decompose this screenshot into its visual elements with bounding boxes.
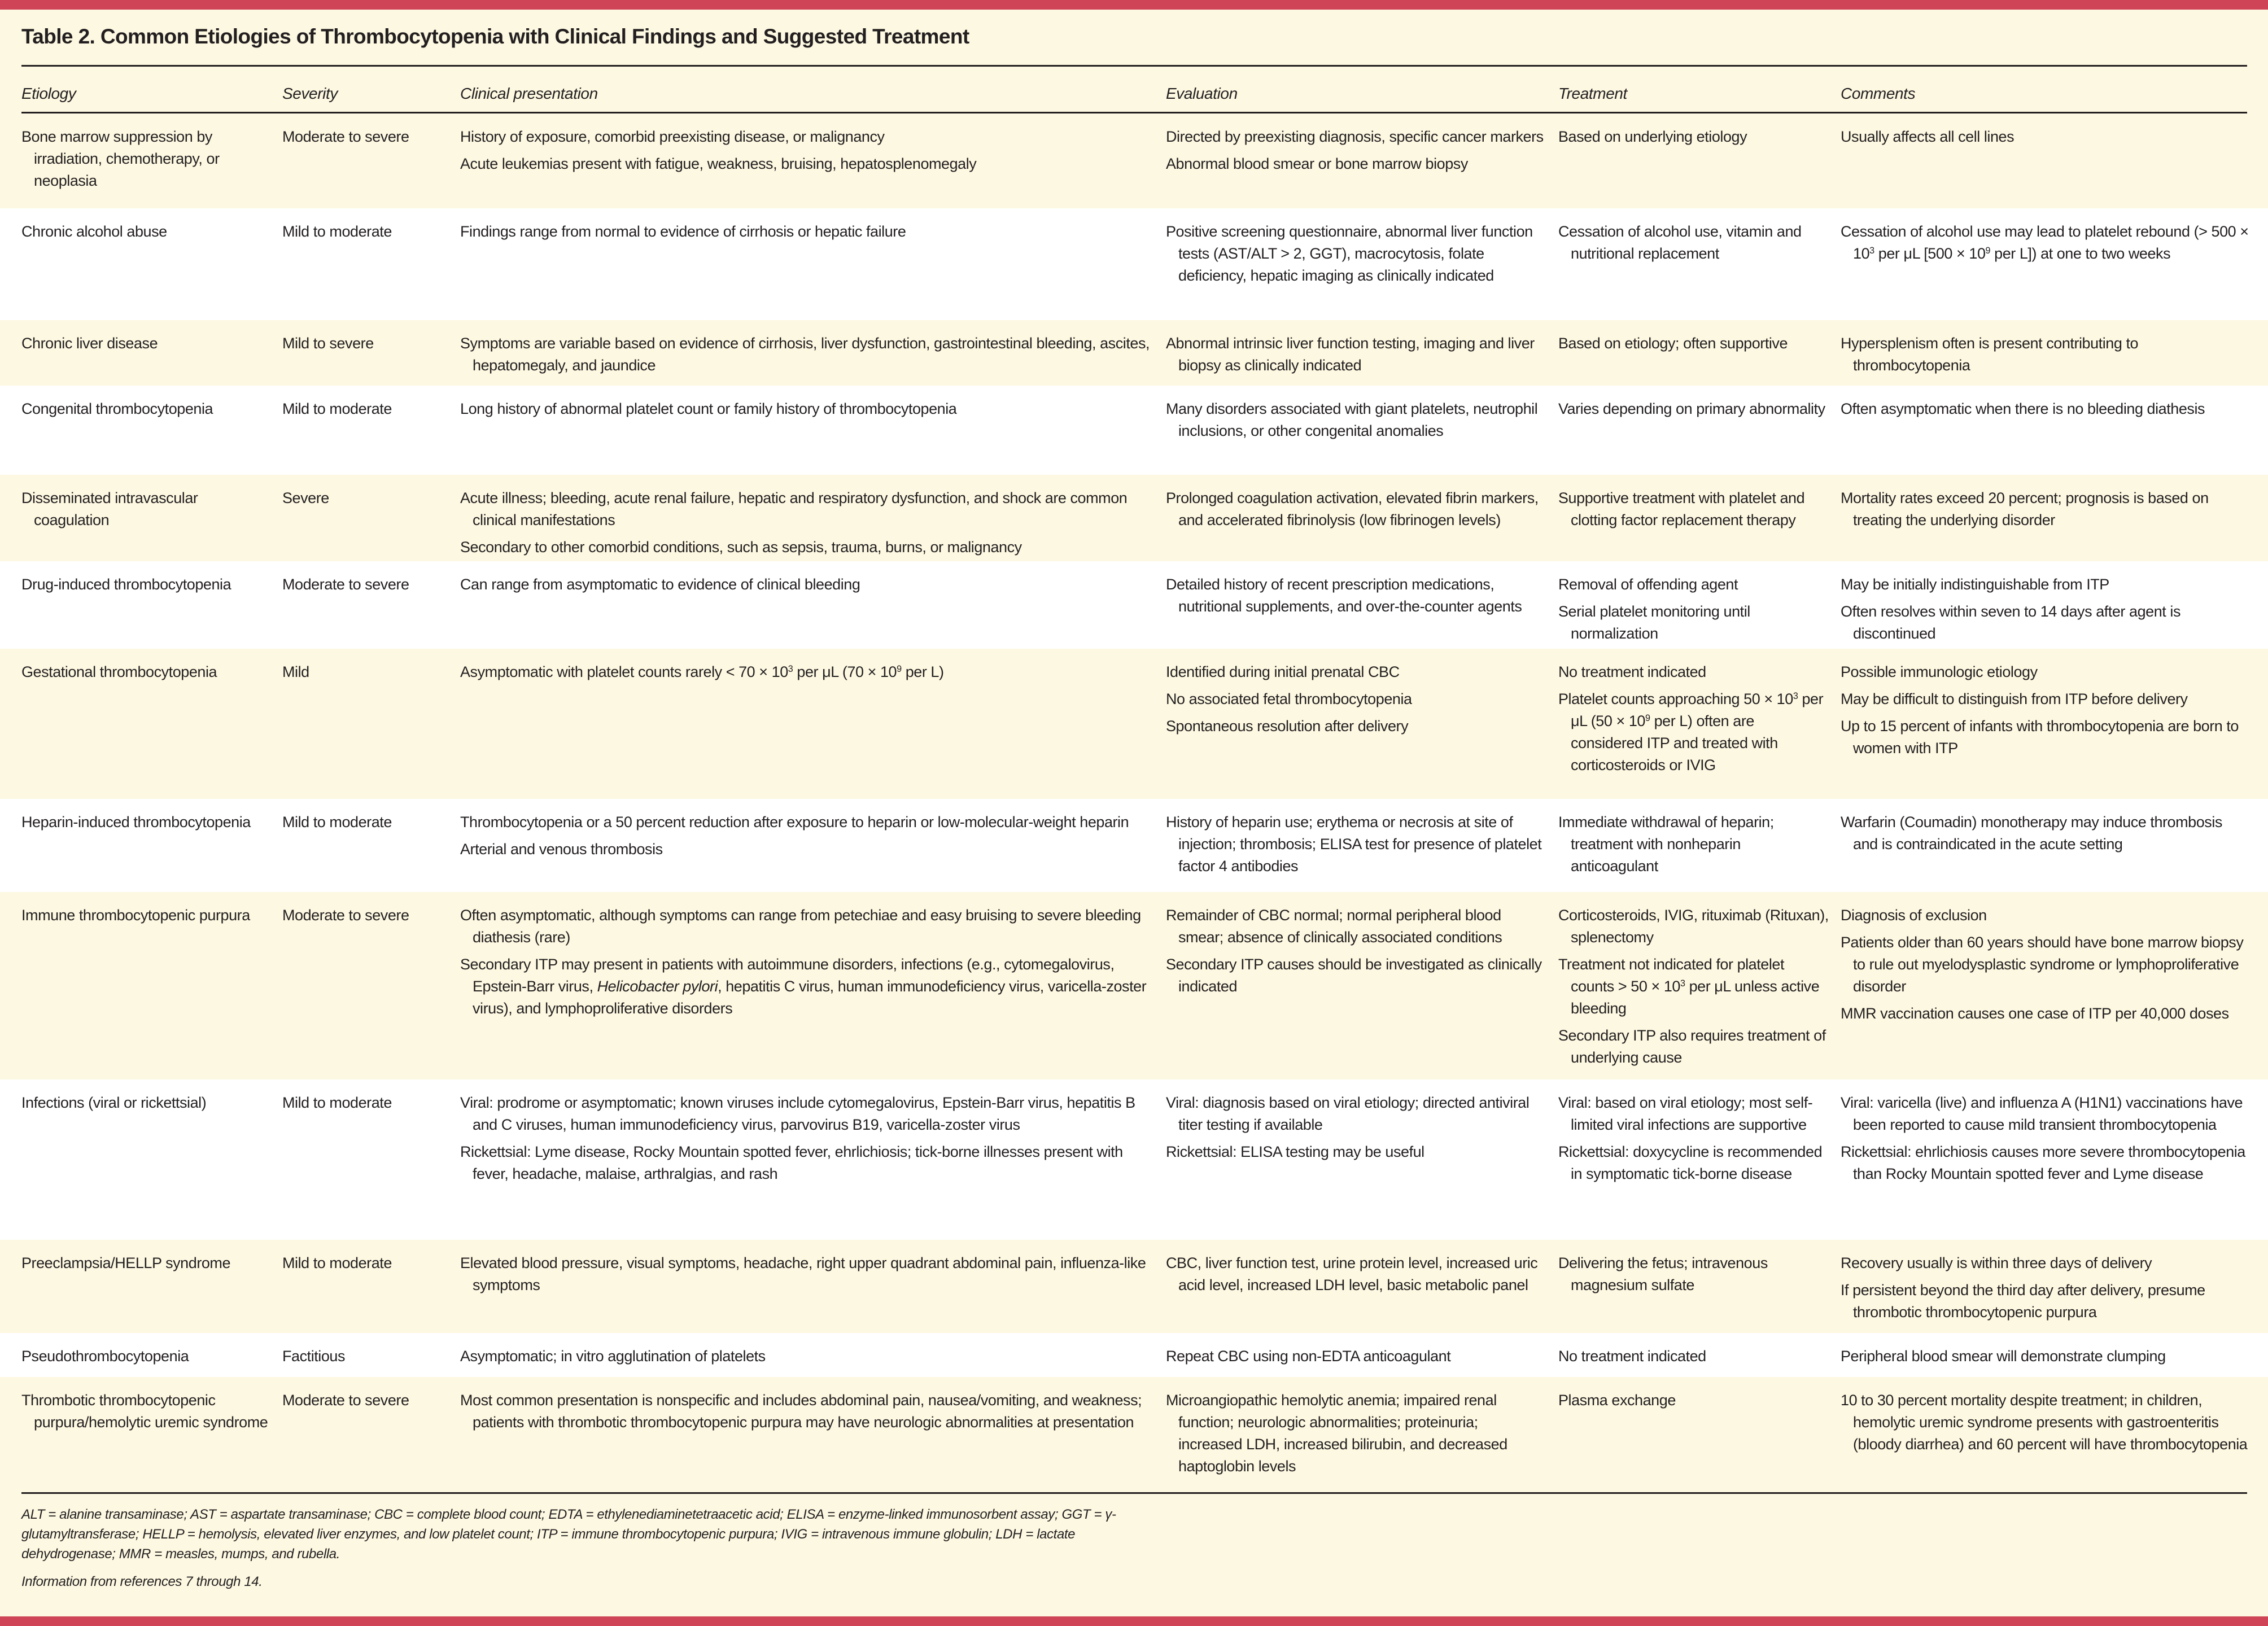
cell-severity	[282, 811, 452, 838]
evaluation-text: Microangiopathic hemolytic anemia; impaired renal function; neurologic abnormalities; proteinuria; increased LDH, increased bilirubin, and decreased haptoglobin levels	[1166, 1392, 1507, 1475]
comments-text: Cessation of alcohol use may lead to platelet rebound (> $500 \times 10^3$ per μL [$500 \times 10^9$ per L]) at one to two weeks	[1841, 223, 2249, 262]
cell-evaluation	[1166, 221, 1544, 292]
cell-comments	[1841, 1092, 2250, 1190]
cell-comments	[1841, 904, 2250, 1030]
clinical-presentation-text: Secondary to other comorbid conditions, such as sepsis, trauma, burns, or malignancy	[460, 539, 1022, 556]
cell-clinical-presentation	[460, 221, 1155, 248]
table-row	[0, 208, 2268, 320]
evaluation-text: Directed by preexisting diagnosis, specific cancer markers	[1166, 128, 1544, 145]
comments-text: Patients older than 60 years should have bone marrow biopsy to rule out myelodysplastic syndrome or lymphoproliferative disorder	[1841, 934, 2244, 995]
comments-text: May be difficult to distinguish from ITP before delivery	[1841, 690, 2188, 707]
clinical-presentation-text: Acute leukemias present with fatigue, weakness, bruising, hepatosplenomegaly	[460, 155, 977, 172]
cell-severity	[282, 904, 452, 932]
column-header-severity: Severity	[282, 85, 338, 102]
evaluation-text: Remainder of CBC normal; normal peripheral blood smear; absence of clinically associated conditions	[1166, 907, 1502, 946]
cell-evaluation	[1166, 904, 1544, 1003]
table-row	[0, 1377, 2268, 1492]
clinical-presentation-text: Secondary ITP may present in patients with autoimmune disorders, infections (e.g., cytomegalovirus, Epstein-Barr virus, Helicobacter pylori, hepatitis C virus, human immunodeficiency virus, varicella-zoster virus), and lymphoproliferative disorders	[460, 956, 1147, 1017]
evaluation-text: Abnormal blood smear or bone marrow biopsy	[1166, 155, 1468, 172]
abbreviations-footnote: ALT = alanine transaminase; AST = aspartate transaminase; CBC = complete blood count; EDTA = ethylenediaminetetraacetic acid; ELISA = enzyme-linked immunosorbent assay; GGT = γ-glutamyltransferase; HELLP = hemolysis, elevated liver enzymes, and low platelet count; ITP = immune thrombocytopenic purpura; IVIG = intravenous immune globulin; LDH = lactate dehydrogenase; MMR = measles, mumps, and rubella.	[21, 1507, 1116, 1562]
cell-treatment	[1558, 333, 1829, 360]
evaluation-text: Many disorders associated with giant platelets, neutrophil inclusions, or other congenital anomalies	[1166, 400, 1538, 439]
comments-text: Rickettsial: ehrlichiosis causes more severe thrombocytopenia than Rocky Mountain spotted fever and Lyme disease	[1841, 1143, 2245, 1182]
etiology-text: Heparin-induced thrombocytopenia	[21, 814, 251, 831]
cell-evaluation	[1166, 1389, 1544, 1483]
table-row	[0, 1079, 2268, 1240]
cell-etiology	[21, 1389, 270, 1439]
cell-clinical-presentation	[460, 1389, 1155, 1439]
clinical-presentation-text: Elevated blood pressure, visual symptoms, headache, right upper quadrant abdominal pain, influenza-like symptoms	[460, 1255, 1146, 1293]
cell-severity	[282, 333, 452, 360]
cell-severity	[282, 1092, 452, 1119]
cell-evaluation	[1166, 126, 1544, 180]
etiology-text: Chronic alcohol abuse	[21, 223, 167, 240]
clinical-presentation-text: Viral: prodrome or asymptomatic; known viruses include cytomegalovirus, Epstein-Barr virus, hepatitis B and C viruses, human immunodeficiency virus, parvovirus B19, varicella-zoster virus	[460, 1094, 1135, 1133]
cell-etiology	[21, 333, 270, 360]
cell-clinical-presentation	[460, 126, 1155, 180]
severity-text: Mild to severe	[282, 335, 374, 352]
cell-severity	[282, 1389, 452, 1417]
etiology-text: Bone marrow suppression by irradiation, chemotherapy, or neoplasia	[21, 128, 220, 189]
cell-etiology	[21, 126, 270, 197]
treatment-text: Corticosteroids, IVIG, rituximab (Rituxan), splenectomy	[1558, 907, 1829, 946]
comments-text: Up to 15 percent of infants with thrombocytopenia are born to women with ITP	[1841, 718, 2239, 757]
cell-evaluation	[1166, 574, 1544, 623]
cell-etiology	[21, 574, 270, 601]
cell-severity	[282, 1252, 452, 1279]
table-row	[0, 799, 2268, 892]
etiology-text: Immune thrombocytopenic purpura	[21, 907, 250, 924]
cell-comments	[1841, 221, 2250, 270]
clinical-presentation-text: Asymptomatic with platelet counts rarely < $70 \times 10^3$ per μL ($70 \times 10^9$ per L)	[460, 663, 944, 680]
cell-comments	[1841, 1389, 2250, 1461]
cell-treatment	[1558, 1389, 1829, 1417]
treatment-text: Delivering the fetus; intravenous magnesium sulfate	[1558, 1255, 1768, 1293]
clinical-presentation-text: Asymptomatic; in vitro agglutination of platelets	[460, 1348, 766, 1365]
cell-clinical-presentation	[460, 904, 1155, 1025]
table-row	[0, 320, 2268, 386]
severity-text: Mild	[282, 663, 309, 680]
cell-etiology	[21, 661, 270, 688]
severity-text: Factitious	[282, 1348, 346, 1365]
severity-text: Mild to moderate	[282, 1255, 392, 1271]
cell-comments	[1841, 126, 2250, 153]
table-title: Table 2. Common Etiologies of Thrombocytopenia with Clinical Findings and Suggested Treatment	[21, 25, 969, 48]
cell-severity	[282, 487, 452, 514]
evaluation-text: History of heparin use; erythema or necrosis at site of injection; thrombosis; ELISA test for presence of platelet factor 4 antibodies	[1166, 814, 1542, 875]
evaluation-text: Rickettsial: ELISA testing may be useful	[1166, 1143, 1424, 1160]
table-row	[0, 113, 2268, 208]
clinical-presentation-text: Arterial and venous thrombosis	[460, 841, 663, 858]
treatment-text: Plasma exchange	[1558, 1392, 1676, 1409]
cell-comments	[1841, 1252, 2250, 1328]
cell-comments	[1841, 811, 2250, 860]
table-header	[0, 79, 2268, 107]
etiology-text: Congenital thrombocytopenia	[21, 400, 213, 417]
cell-comments	[1841, 1345, 2250, 1373]
cell-treatment	[1558, 904, 1829, 1074]
title-rule	[21, 65, 2247, 67]
table-row	[0, 1240, 2268, 1333]
comments-text: If persistent beyond the third day after delivery, presume thrombotic thrombocytopenic purpura	[1841, 1282, 2205, 1321]
cell-evaluation	[1166, 1252, 1544, 1301]
etiology-text: Preeclampsia/HELLP syndrome	[21, 1255, 231, 1271]
comments-text: MMR vaccination causes one case of ITP per 40,000 doses	[1841, 1005, 2229, 1022]
column-header-comments: Comments	[1841, 85, 1916, 102]
treatment-text: No treatment indicated	[1558, 663, 1706, 680]
cell-treatment	[1558, 1092, 1829, 1190]
cell-severity	[282, 661, 452, 688]
treatment-text: Secondary ITP also requires treatment of underlying cause	[1558, 1027, 1826, 1066]
treatment-text: Cessation of alcohol use, vitamin and nutritional replacement	[1558, 223, 1802, 262]
treatment-text: Platelet counts approaching $50 \times 10^3$ per μL ($50 \times 10^9$ per L) often are considered ITP and treated with corticosteroids or IVIG	[1558, 690, 1824, 773]
clinical-presentation-text: Thrombocytopenia or a 50 percent reduction after exposure to heparin or low-molecular-weight heparin	[460, 814, 1129, 831]
severity-text: Mild to moderate	[282, 1094, 392, 1111]
table-row	[0, 1333, 2268, 1377]
comments-text: 10 to 30 percent mortality despite treatment; in children, hemolytic uremic syndrome presents with gastroenteritis (bloody diarrhea) and 60 percent will have thrombocytopenia	[1841, 1392, 2248, 1453]
treatment-text: Removal of offending agent	[1558, 576, 1738, 593]
comments-text: Peripheral blood smear will demonstrate clumping	[1841, 1348, 2166, 1365]
cell-clinical-presentation	[460, 398, 1155, 425]
cell-clinical-presentation	[460, 661, 1155, 688]
cell-etiology	[21, 1345, 270, 1373]
source-note: Information from references 7 through 14.	[21, 1574, 263, 1589]
cell-treatment	[1558, 221, 1829, 270]
table-row	[0, 386, 2268, 475]
cell-severity	[282, 221, 452, 248]
cell-severity	[282, 574, 452, 601]
column-header-etiology: Etiology	[21, 85, 76, 102]
cell-clinical-presentation	[460, 574, 1155, 601]
etiology-text: Disseminated intravascular coagulation	[21, 489, 198, 528]
evaluation-text: Detailed history of recent prescription medications, nutritional supplements, and over-the-counter agents	[1166, 576, 1522, 615]
table-row	[0, 475, 2268, 561]
cell-treatment	[1558, 661, 1829, 781]
evaluation-text: Spontaneous resolution after delivery	[1166, 718, 1409, 735]
cell-severity	[282, 1345, 452, 1373]
cell-treatment	[1558, 487, 1829, 536]
severity-text: Moderate to severe	[282, 576, 409, 593]
table-row	[0, 561, 2268, 649]
clinical-presentation-text: Often asymptomatic, although symptoms can range from petechiae and easy bruising to severe bleeding diathesis (rare)	[460, 907, 1141, 946]
clinical-presentation-text: Symptoms are variable based on evidence of cirrhosis, liver dysfunction, gastrointestinal bleeding, ascites, hepatomegaly, and jaundice	[460, 335, 1150, 374]
cell-clinical-presentation	[460, 1092, 1155, 1190]
clinical-presentation-text: History of exposure, comorbid preexisting disease, or malignancy	[460, 128, 885, 145]
cell-etiology	[21, 811, 270, 838]
treatment-text: Based on etiology; often supportive	[1558, 335, 1788, 352]
cell-etiology	[21, 398, 270, 425]
cell-clinical-presentation	[460, 1345, 1155, 1373]
cell-clinical-presentation	[460, 1252, 1155, 1301]
evaluation-text: Positive screening questionnaire, abnormal liver function tests (AST/ALT > 2, GGT), macrocytosis, folate deficiency, hepatic imaging as clinically indicated	[1166, 223, 1533, 284]
comments-text: Recovery usually is within three days of delivery	[1841, 1255, 2152, 1271]
severity-text: Mild to moderate	[282, 814, 392, 831]
treatment-text: Treatment not indicated for platelet counts > $50 \times 10^3$ per μL unless active bleeding	[1558, 956, 1820, 1017]
treatment-text: Based on underlying etiology	[1558, 128, 1747, 145]
comments-text: Diagnosis of exclusion	[1841, 907, 1987, 924]
cell-comments	[1841, 574, 2250, 650]
clinical-presentation-text: Findings range from normal to evidence of cirrhosis or hepatic failure	[460, 223, 906, 240]
cell-comments	[1841, 333, 2250, 382]
evaluation-text: Identified during initial prenatal CBC	[1166, 663, 1400, 680]
column-header-clinical-presentation: Clinical presentation	[460, 85, 598, 102]
treatment-text: Serial platelet monitoring until normalization	[1558, 603, 1750, 642]
etiology-text: Pseudothrombocytopenia	[21, 1348, 189, 1365]
comments-text: Mortality rates exceed 20 percent; prognosis is based on treating the underlying disorder	[1841, 489, 2209, 528]
comments-text: Usually affects all cell lines	[1841, 128, 2014, 145]
severity-text: Mild to moderate	[282, 223, 392, 240]
severity-text: Moderate to severe	[282, 1392, 409, 1409]
clinical-presentation-text: Can range from asymptomatic to evidence of clinical bleeding	[460, 576, 860, 593]
treatment-text: Rickettsial: doxycycline is recommended in symptomatic tick-borne disease	[1558, 1143, 1823, 1182]
evaluation-text: Secondary ITP causes should be investigated as clinically indicated	[1166, 956, 1542, 995]
etiology-text: Infections (viral or rickettsial)	[21, 1094, 207, 1111]
cell-comments	[1841, 398, 2250, 425]
cell-evaluation	[1166, 487, 1544, 536]
cell-treatment	[1558, 1252, 1829, 1301]
cell-comments	[1841, 661, 2250, 764]
clinical-presentation-text: Acute illness; bleeding, acute renal failure, hepatic and respiratory dysfunction, and shock are common clinical manifestations	[460, 489, 1128, 528]
cell-treatment	[1558, 811, 1829, 882]
cell-evaluation	[1166, 661, 1544, 742]
comments-text: Often resolves within seven to 14 days after agent is discontinued	[1841, 603, 2180, 642]
evaluation-text: Abnormal intrinsic liver function testing, imaging and liver biopsy as clinically indicated	[1166, 335, 1535, 374]
comments-text: Warfarin (Coumadin) monotherapy may induce thrombosis and is contraindicated in the acute setting	[1841, 814, 2222, 853]
comments-text: Often asymptomatic when there is no bleeding diathesis	[1841, 400, 2205, 417]
severity-text: Severe	[282, 489, 329, 506]
cell-etiology	[21, 1092, 270, 1119]
table-footnotes	[21, 1505, 1122, 1592]
cell-clinical-presentation	[460, 487, 1155, 563]
top-accent-bar	[0, 0, 2268, 10]
cell-evaluation	[1166, 1345, 1544, 1373]
etiology-text: Chronic liver disease	[21, 335, 158, 352]
cell-severity	[282, 398, 452, 425]
cell-treatment	[1558, 1345, 1829, 1373]
cell-evaluation	[1166, 1092, 1544, 1168]
table-bottom-rule	[21, 1492, 2247, 1494]
cell-comments	[1841, 487, 2250, 536]
cell-clinical-presentation	[460, 811, 1155, 866]
bottom-accent-bar	[0, 1616, 2268, 1626]
severity-text: Mild to moderate	[282, 400, 392, 417]
evaluation-text: Prolonged coagulation activation, elevated fibrin markers, and accelerated fibrinolysis (low fibrinogen levels)	[1166, 489, 1539, 528]
comments-text: Hypersplenism often is present contributing to thrombocytopenia	[1841, 335, 2139, 374]
cell-evaluation	[1166, 398, 1544, 447]
cell-severity	[282, 126, 452, 153]
clinical-presentation-text: Rickettsial: Lyme disease, Rocky Mountain spotted fever, ehrlichiosis; tick-borne illnesses present with fever, headache, malaise, arthralgias, and rash	[460, 1143, 1123, 1182]
cell-etiology	[21, 904, 270, 932]
cell-treatment	[1558, 126, 1829, 153]
cell-evaluation	[1166, 333, 1544, 382]
table-row	[0, 649, 2268, 799]
treatment-text: No treatment indicated	[1558, 1348, 1706, 1365]
cell-etiology	[21, 487, 270, 536]
etiology-text: Thrombotic thrombocytopenic purpura/hemolytic uremic syndrome	[21, 1392, 268, 1431]
table-row	[0, 892, 2268, 1079]
comments-text: May be initially indistinguishable from ITP	[1841, 576, 2109, 593]
cell-treatment	[1558, 574, 1829, 650]
column-header-treatment: Treatment	[1558, 85, 1627, 102]
clinical-presentation-text: Most common presentation is nonspecific and includes abdominal pain, nausea/vomiting, and weakness; patients with thrombotic thrombocytopenic purpura may have neurologic abnormalities at presentation	[460, 1392, 1142, 1431]
treatment-text: Supportive treatment with platelet and clotting factor replacement therapy	[1558, 489, 1805, 528]
comments-text: Viral: varicella (live) and influenza A (H1N1) vaccinations have been reported to cause mild transient thrombocytopenia	[1841, 1094, 2243, 1133]
comments-text: Possible immunologic etiology	[1841, 663, 2038, 680]
cell-etiology	[21, 1252, 270, 1279]
cell-clinical-presentation	[460, 333, 1155, 382]
evaluation-text: Repeat CBC using non-EDTA anticoagulant	[1166, 1348, 1451, 1365]
treatment-text: Immediate withdrawal of heparin; treatment with nonheparin anticoagulant	[1558, 814, 1774, 875]
clinical-presentation-text: Long history of abnormal platelet count or family history of thrombocytopenia	[460, 400, 957, 417]
treatment-text: Viral: based on viral etiology; most self-limited viral infections are supportive	[1558, 1094, 1813, 1133]
severity-text: Moderate to severe	[282, 907, 409, 924]
cell-etiology	[21, 221, 270, 248]
evaluation-text: Viral: diagnosis based on viral etiology; directed antiviral titer testing if available	[1166, 1094, 1530, 1133]
severity-text: Moderate to severe	[282, 128, 409, 145]
etiology-text: Drug-induced thrombocytopenia	[21, 576, 231, 593]
cell-treatment	[1558, 398, 1829, 425]
etiology-text: Gestational thrombocytopenia	[21, 663, 217, 680]
treatment-text: Varies depending on primary abnormality	[1558, 400, 1825, 417]
column-header-evaluation: Evaluation	[1166, 85, 1238, 102]
evaluation-text: No associated fetal thrombocytopenia	[1166, 690, 1412, 707]
cell-evaluation	[1166, 811, 1544, 882]
evaluation-text: CBC, liver function test, urine protein level, increased uric acid level, increased LDH level, basic metabolic panel	[1166, 1255, 1538, 1293]
